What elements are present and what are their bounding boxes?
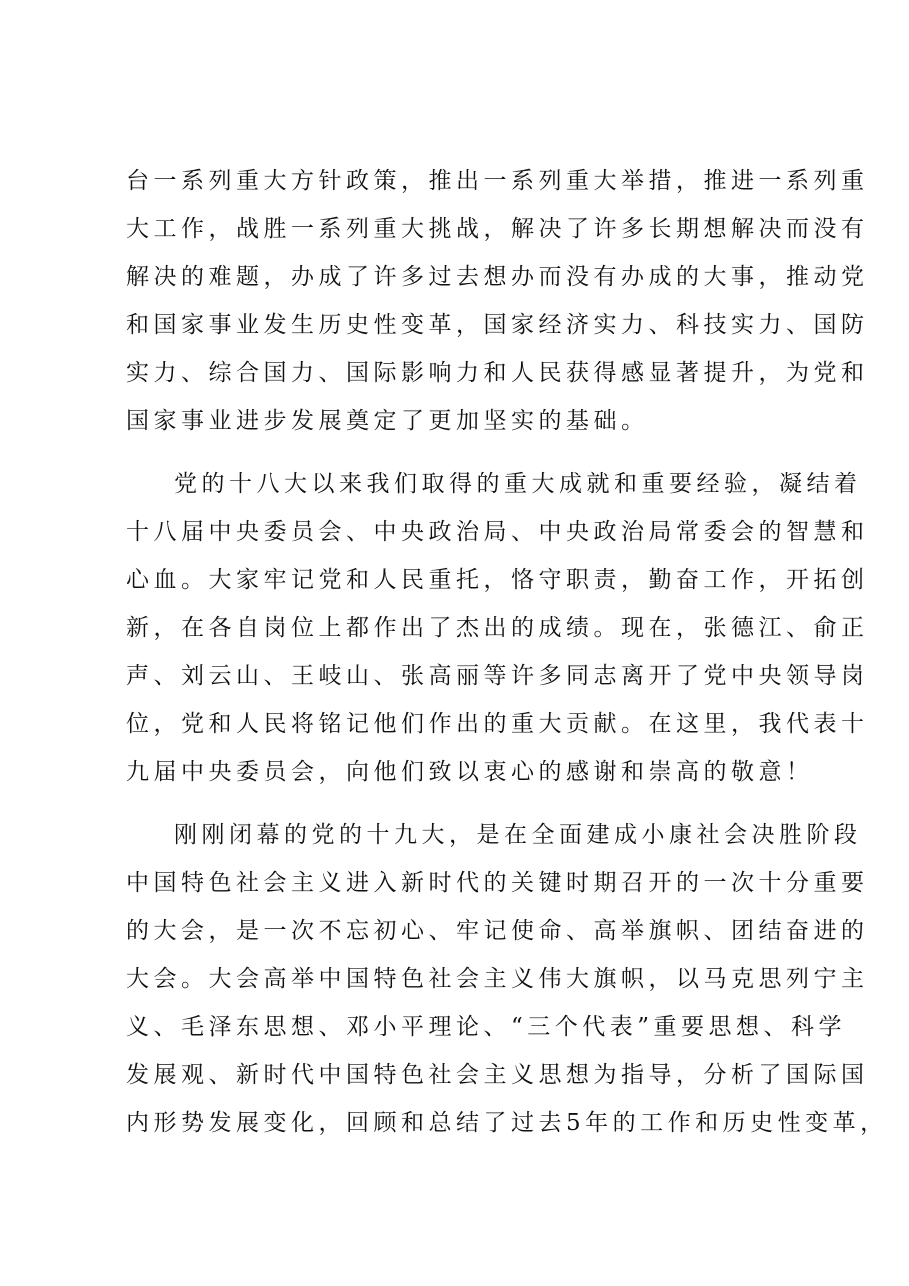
text-line-indented: 党的十八大以来我们取得的重大成就和重要经验，凝结着 bbox=[174, 471, 862, 497]
text-line: 大工作，战胜一系列重大挑战，解决了许多长期想解决而没有 bbox=[126, 216, 869, 242]
paragraph-3 bbox=[126, 811, 888, 1147]
paragraph-2 bbox=[126, 460, 869, 796]
text-line: 内形势发展变化，回顾和总结了过去5年的工作和历史性变革， bbox=[126, 1110, 888, 1136]
text-line: 台一系列重大方针政策，推出一系列重大举措，推进一系列重 bbox=[126, 168, 869, 194]
text-line: 的大会，是一次不忘初心、牢记使命、高举旗帜、团结奋进的 bbox=[126, 918, 869, 944]
text-line: 大会。大会高举中国特色社会主义伟大旗帜，以马克思列宁主 bbox=[126, 966, 869, 992]
text-line: 九届中央委员会，向他们致以衷心的感谢和崇高的敬意！ bbox=[126, 759, 814, 785]
text-line: 新，在各自岗位上都作出了杰出的成绩。现在，张德江、俞正 bbox=[126, 615, 869, 641]
text-line: 和国家事业发生历史性变革，国家经济实力、科技实力、国防 bbox=[126, 312, 869, 338]
paragraph-spacer bbox=[126, 445, 826, 460]
text-line: 中国特色社会主义进入新时代的关键时期召开的一次十分重要 bbox=[126, 870, 869, 896]
text-line: 国家事业进步发展奠定了更加坚实的基础。 bbox=[126, 408, 649, 434]
text-line: 义、毛泽东思想、邓小平理论、“三个代表”重要思想、科学 bbox=[126, 1014, 847, 1040]
paragraph-spacer bbox=[126, 796, 826, 811]
text-line-indented: 刚刚闭幕的党的十九大，是在全面建成小康社会决胜阶段 bbox=[174, 822, 862, 848]
text-line: 位，党和人民将铭记他们作出的重大贡献。在这里，我代表十 bbox=[126, 711, 869, 737]
document-body bbox=[126, 157, 888, 1147]
paragraph-1 bbox=[126, 157, 869, 445]
text-line: 发展观、新时代中国特色社会主义思想为指导，分析了国际国 bbox=[126, 1062, 869, 1088]
text-line: 心血。大家牢记党和人民重托，恪守职责，勤奋工作，开拓创 bbox=[126, 567, 869, 593]
text-line: 实力、综合国力、国际影响力和人民获得感显著提升，为党和 bbox=[126, 360, 869, 386]
text-line: 声、刘云山、王岐山、张高丽等许多同志离开了党中央领导岗 bbox=[126, 663, 869, 689]
text-line: 十八届中央委员会、中央政治局、中央政治局常委会的智慧和 bbox=[126, 519, 869, 545]
text-line: 解决的难题，办成了许多过去想办而没有办成的大事，推动党 bbox=[126, 264, 869, 290]
